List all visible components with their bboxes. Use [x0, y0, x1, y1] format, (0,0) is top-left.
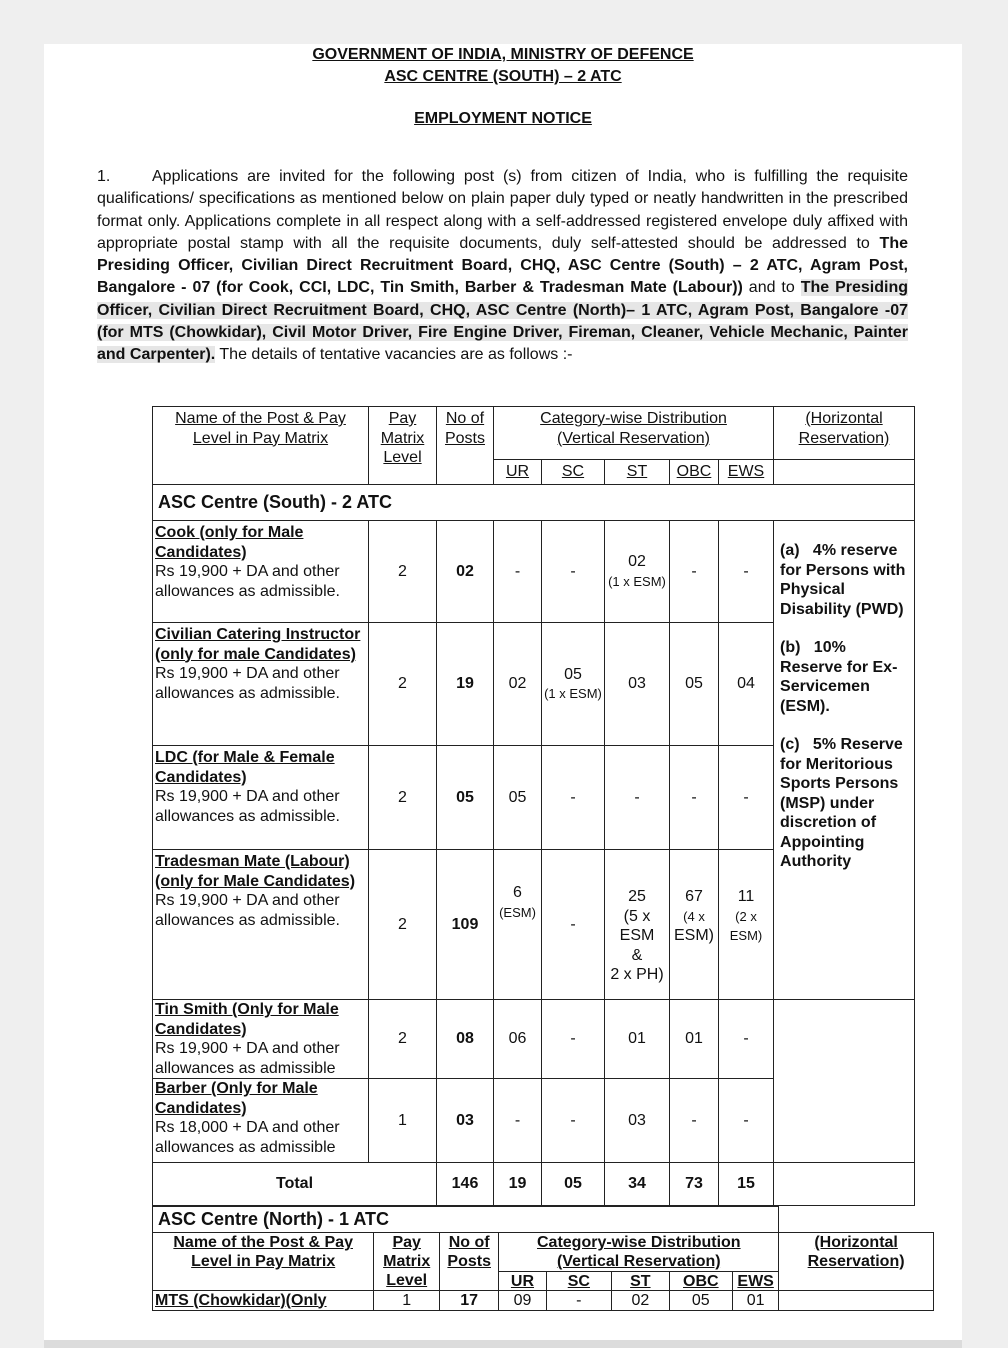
table-row [153, 1000, 915, 1079]
sc-count: - [542, 746, 605, 850]
post-pay: Rs 18,000 + DA and other allowances as admissible [155, 1119, 340, 1156]
header-st: ST [605, 460, 670, 485]
posts-count: 05 [437, 746, 494, 850]
ur-count: - [494, 1079, 542, 1163]
south-vacancy-table [152, 406, 915, 1206]
horizontal-reservation-notes [774, 521, 915, 1000]
paragraph-number: 1. [97, 168, 111, 185]
total-posts: 146 [437, 1163, 494, 1206]
north-header-sc: SC [546, 1272, 612, 1291]
document-page [44, 44, 962, 1340]
total-sc: 05 [542, 1163, 605, 1206]
note-c: (c) 5% Reserve for Meritorious Sports Persons (MSP) under discretion of Appointing Authority [780, 736, 903, 870]
pay-level: 2 [369, 521, 437, 623]
north-header-ur: UR [499, 1272, 546, 1291]
north-vacancy-table [152, 1206, 934, 1311]
ur-count: 09 [499, 1291, 546, 1311]
posts-count: 08 [437, 1000, 494, 1079]
north-section-title: ASC Centre (North) - 1 ATC [153, 1207, 779, 1233]
st-count: 02 (1 x ESM) [605, 521, 670, 623]
post-name: Tradesman Mate (Labour) (only for Male Candidates) [155, 853, 356, 890]
ews-count: 04 [719, 623, 774, 746]
intro-paragraph [97, 166, 908, 367]
header-no-of-posts: No of Posts [437, 407, 494, 485]
north-header-horizontal-reservation: (Horizontal Reservation) [779, 1233, 934, 1291]
obc-count: 01 [670, 1000, 719, 1079]
pay-level: 2 [369, 850, 437, 1000]
ews-count: - [719, 746, 774, 850]
posts-count: 19 [437, 623, 494, 746]
header-sc: SC [542, 460, 605, 485]
obc-count: 67 (4 x ESM) [670, 850, 719, 1000]
pay-level: 1 [369, 1079, 437, 1163]
post-pay: Rs 19,900 + DA and other allowances as admissible. [155, 563, 340, 600]
st-count: 02 [612, 1291, 669, 1311]
header-horizontal-reservation: (Horizontal Reservation) [774, 407, 915, 460]
sc-count: - [542, 850, 605, 1000]
header-pay-level: Pay Matrix Level [369, 407, 437, 485]
north-header-no-of-posts: No of Posts [439, 1233, 498, 1291]
header-line-2: ASC CENTRE (SOUTH) – 2 ATC [384, 68, 622, 85]
header-category-distribution: Category-wise Distribution (Vertical Reservation) [494, 407, 774, 460]
page-shadow [44, 1340, 962, 1348]
st-count: 01 [605, 1000, 670, 1079]
intro-text-3: The details of tentative vacancies are as follows :- [215, 346, 573, 364]
ews-count: 01 [733, 1291, 779, 1311]
header-ews: EWS [719, 460, 774, 485]
st-count: 03 [605, 1079, 670, 1163]
sc-count: - [542, 1000, 605, 1079]
ur-count: - [494, 521, 542, 623]
north-header-pay-level: Pay Matrix Level [374, 1233, 440, 1291]
post-name: Civilian Catering Instructor (only for male Candidates) [155, 626, 361, 663]
post-pay: Rs 19,900 + DA and other allowances as admissible [155, 1040, 340, 1077]
st-count: 03 [605, 623, 670, 746]
total-label: Total [153, 1163, 437, 1206]
sc-count: - [546, 1291, 612, 1311]
header-ur: UR [494, 460, 542, 485]
total-st: 34 [605, 1163, 670, 1206]
ews-count: - [719, 1079, 774, 1163]
posts-count: 03 [437, 1079, 494, 1163]
obc-count: - [670, 1079, 719, 1163]
notice-title: EMPLOYMENT NOTICE [414, 110, 592, 127]
north-header-obc: OBC [669, 1272, 733, 1291]
table-row [153, 1291, 934, 1311]
pay-level: 2 [369, 1000, 437, 1079]
obc-count: 05 [669, 1291, 733, 1311]
sc-count: - [542, 521, 605, 623]
obc-count: - [670, 521, 719, 623]
obc-count: 05 [670, 623, 719, 746]
st-count: 25 (5 x ESM & 2 x PH) [605, 850, 670, 1000]
post-pay: Rs 19,900 + DA and other allowances as admissible. [155, 892, 340, 929]
post-name: Tin Smith (Only for Male Candidates) [155, 1001, 339, 1038]
note-b: (b) 10% Reserve for Ex-Servicemen (ESM). [780, 639, 898, 715]
posts-count: 17 [439, 1291, 498, 1311]
ews-count: - [719, 521, 774, 623]
header-obc: OBC [670, 460, 719, 485]
total-row [153, 1163, 915, 1206]
ews-count: - [719, 1000, 774, 1079]
north-header-post-name: Name of the Post & Pay Level in Pay Matrix [153, 1233, 374, 1291]
sc-count: - [542, 1079, 605, 1163]
pay-level: 1 [374, 1291, 440, 1311]
intro-text-2: and to [742, 279, 801, 297]
north-address: The Presiding Officer, Civilian Direct Recruitment Board, CHQ, ASC Centre (North)– 1 ATC, Agram Post, Bangalore -07 (for MTS (Chowkidar), Civil Motor Driver, Fire Engine Driver, Fireman, Cleaner, Vehicle Mechanic, Painter and Carpenter). [97, 279, 909, 364]
table-row [153, 521, 915, 623]
total-ews: 15 [719, 1163, 774, 1206]
post-pay: Rs 19,900 + DA and other allowances as admissible. [155, 788, 340, 825]
post-name: MTS (Chowkidar)(Only [153, 1291, 374, 1311]
posts-count: 02 [437, 521, 494, 623]
ur-count: 02 [494, 623, 542, 746]
posts-count: 109 [437, 850, 494, 1000]
north-header-ews: EWS [733, 1272, 779, 1291]
sc-count: 05 (1 x ESM) [542, 623, 605, 746]
north-header-st: ST [612, 1272, 669, 1291]
st-count: - [605, 746, 670, 850]
ur-count: 05 [494, 746, 542, 850]
total-ur: 19 [494, 1163, 542, 1206]
obc-count: - [670, 746, 719, 850]
post-pay: Rs 19,900 + DA and other allowances as admissible. [155, 665, 340, 702]
note-a: (a) 4% reserve for Persons with Physical Disability (PWD) [780, 542, 906, 618]
south-address: The Presiding Officer, Civilian Direct Recruitment Board, CHQ, ASC Centre (South) – 2 ATC, Agram Post, Bangalore - 07 (for Cook, CCI, LDC, Tin Smith, Barber & Tradesman Mate (Labour)) [97, 234, 908, 297]
header-line-1: GOVERNMENT OF INDIA, MINISTRY OF DEFENCE [312, 46, 694, 63]
post-name: LDC (for Male & Female Candidates) [155, 749, 335, 786]
north-header-category-distribution: Category-wise Distribution (Vertical Reservation) [499, 1233, 779, 1272]
total-obc: 73 [670, 1163, 719, 1206]
intro-text-1: Applications are invited for the following post (s) from citizen of India, who is fulfilling the requisite qualifications/ specifications as mentioned below on plain paper duly typed or neatly handwritten in the prescribed format only. Applications complete in all respect along with a self-addressed registered envelope duly affixed with appropriate postal stamp with all the requisite documents, duly self-attested should be addressed to [97, 168, 908, 252]
post-name: Barber (Only for Male Candidates) [155, 1080, 318, 1117]
pay-level: 2 [369, 746, 437, 850]
south-section-title: ASC Centre (South) - 2 ATC [153, 485, 915, 521]
pay-level: 2 [369, 623, 437, 746]
ur-count: 6 (ESM) [494, 850, 542, 1000]
post-name: Cook (only for Male Candidates) [155, 524, 304, 561]
header-post-name: Name of the Post & Pay Level in Pay Matrix [153, 407, 369, 485]
ur-count: 06 [494, 1000, 542, 1079]
ews-count: 11 (2 x ESM) [719, 850, 774, 1000]
